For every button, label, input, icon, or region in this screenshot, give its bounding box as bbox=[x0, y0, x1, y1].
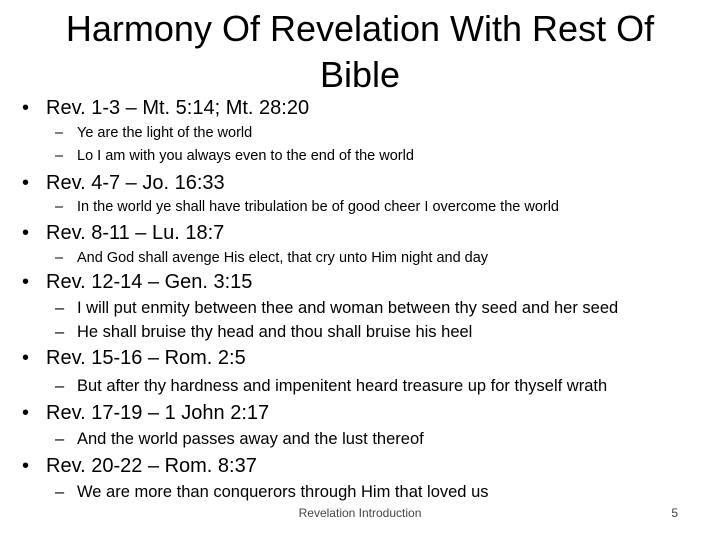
section-heading: • Rev. 1-3 – Mt. 5:14; Mt. 28:20 bbox=[22, 97, 310, 119]
bullet-icon: • bbox=[22, 402, 30, 424]
sub-item: – He shall bruise thy head and thou shall bruise his heel bbox=[55, 323, 473, 341]
sub-item: – And the world passes away and the lust thereof bbox=[55, 430, 424, 448]
dash-icon: – bbox=[55, 148, 64, 164]
bullet-icon: • bbox=[22, 347, 30, 369]
bullet-icon: • bbox=[22, 222, 30, 244]
section-heading: • Rev. 20-22 – Rom. 8:37 bbox=[22, 455, 257, 477]
sub-item: – In the world ye shall have tribulation be of good cheer I overcome the world bbox=[55, 199, 559, 215]
page-number: 5 bbox=[671, 506, 678, 520]
section-heading: • Rev. 15-16 – Rom. 2:5 bbox=[22, 347, 246, 369]
dash-icon: – bbox=[55, 430, 65, 448]
dash-icon: – bbox=[55, 250, 64, 266]
section-heading: • Rev. 8-11 – Lu. 18:7 bbox=[22, 222, 225, 244]
dash-icon: – bbox=[55, 125, 64, 141]
dash-icon: – bbox=[55, 483, 65, 501]
dash-icon: – bbox=[55, 299, 65, 317]
slide-title: Harmony Of Revelation With Rest Of Bible bbox=[65, 8, 655, 95]
dash-icon: – bbox=[55, 323, 65, 341]
bullet-icon: • bbox=[22, 271, 30, 293]
sub-item: – We are more than conquerors through Him that loved us bbox=[55, 483, 489, 501]
sub-item: – And God shall avenge His elect, that cry unto Him night and day bbox=[55, 250, 489, 266]
bullet-icon: • bbox=[22, 455, 30, 477]
sub-item: – But after thy hardness and impenitent heard treasure up for thyself wrath bbox=[55, 377, 608, 395]
bullet-icon: • bbox=[22, 97, 30, 119]
dash-icon: – bbox=[55, 377, 65, 395]
section-heading: • Rev. 12-14 – Gen. 3:15 bbox=[22, 271, 253, 293]
section-heading: • Rev. 4-7 – Jo. 16:33 bbox=[22, 172, 225, 194]
section-heading: • Rev. 17-19 – 1 John 2:17 bbox=[22, 402, 270, 424]
slide-footer: Revelation Introduction bbox=[298, 506, 422, 520]
dash-icon: – bbox=[55, 199, 64, 215]
bullet-icon: • bbox=[22, 172, 30, 194]
sub-item: – Ye are the light of the world bbox=[55, 125, 253, 141]
sub-item: – I will put enmity between thee and woman between thy seed and her seed bbox=[55, 299, 619, 317]
sub-item: – Lo I am with you always even to the end of the world bbox=[55, 148, 414, 164]
